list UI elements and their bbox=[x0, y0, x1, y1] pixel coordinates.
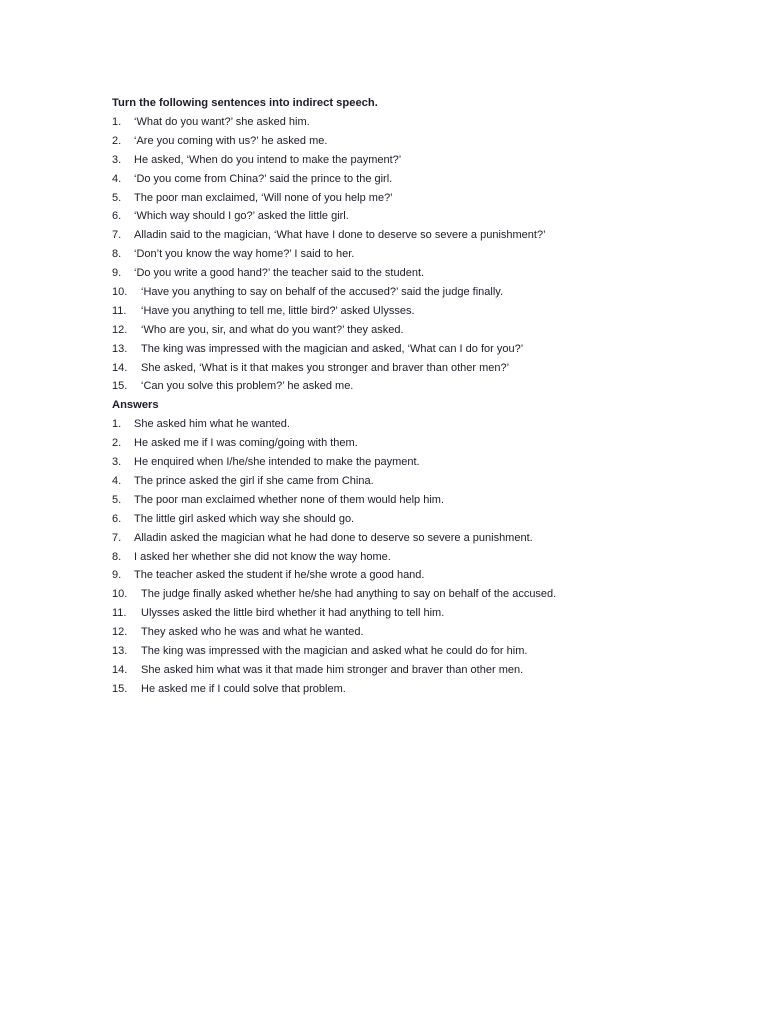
answer-item-text: She asked him what he wanted. bbox=[134, 418, 290, 431]
answer-item-number: 8. bbox=[112, 550, 122, 563]
question-item-text: ‘Have you anything to say on behalf of the accused?’ said the judge finally. bbox=[141, 286, 504, 299]
answer-item-number: 7. bbox=[112, 531, 122, 544]
answer-item-text: Alladin asked the magician what he had done to deserve so severe a punishment. bbox=[134, 531, 533, 544]
answer-item-number: 2. bbox=[112, 437, 122, 450]
question-item-number: 3. bbox=[112, 153, 122, 166]
question-item bbox=[112, 207, 732, 226]
question-item bbox=[112, 132, 732, 151]
answer-item-text: Ulysses asked the little bird whether it had anything to tell him. bbox=[141, 607, 445, 620]
answer-item-number: 10. bbox=[112, 588, 128, 601]
question-item-number: 11. bbox=[112, 304, 127, 317]
question-item-text: ‘Who are you, sir, and what do you want?’ they asked. bbox=[141, 323, 404, 336]
question-item bbox=[112, 377, 732, 396]
question-item-number: 12. bbox=[112, 323, 128, 336]
question-item-text: ‘Have you anything to tell me, little bird?’ asked Ulysses. bbox=[141, 304, 415, 317]
answer-item bbox=[112, 585, 732, 604]
question-item-text: ‘Don’t you know the way home?’ I said to her. bbox=[134, 248, 355, 261]
answer-item-number: 5. bbox=[112, 493, 122, 506]
question-item bbox=[112, 321, 732, 340]
answer-item-text: The king was impressed with the magician and asked what he could do for him. bbox=[141, 645, 528, 658]
answer-item bbox=[112, 415, 732, 434]
answer-item-number: 6. bbox=[112, 512, 122, 525]
question-item-text: ‘Are you coming with us?’ he asked me. bbox=[134, 134, 328, 147]
answer-item bbox=[112, 548, 732, 567]
question-item-number: 8. bbox=[112, 248, 122, 261]
question-item bbox=[112, 189, 732, 208]
question-item bbox=[112, 113, 732, 132]
question-item-text: He asked, ‘When do you intend to make the payment?’ bbox=[134, 153, 402, 166]
question-item-text: The poor man exclaimed, ‘Will none of you help me?’ bbox=[134, 191, 393, 204]
question-item-text: ‘What do you want?’ she asked him. bbox=[134, 116, 310, 128]
question-item bbox=[112, 359, 732, 378]
answer-item bbox=[112, 434, 732, 453]
question-item bbox=[112, 302, 732, 321]
question-item-number: 2. bbox=[112, 134, 122, 147]
answer-item-text: The prince asked the girl if she came from China. bbox=[134, 475, 374, 488]
answer-item-text: He asked me if I was coming/going with them. bbox=[134, 437, 358, 450]
answer-item-text: The judge finally asked whether he/she had anything to say on behalf of the accused. bbox=[141, 588, 557, 601]
answer-item-number: 4. bbox=[112, 475, 122, 488]
answer-item-number: 11. bbox=[112, 607, 127, 620]
answer-item-number: 3. bbox=[112, 456, 122, 469]
question-item-number: 9. bbox=[112, 267, 122, 280]
question-item-text: ‘Do you come from China?’ said the prince to the girl. bbox=[134, 172, 393, 185]
question-item-text: She asked, ‘What is it that makes you stronger and braver than other men?’ bbox=[141, 361, 510, 374]
answer-item bbox=[112, 566, 732, 585]
question-item-text: Alladin said to the magician, ‘What have I done to deserve so severe a punishment?’ bbox=[134, 229, 546, 242]
question-item-number: 7. bbox=[112, 229, 122, 242]
question-item bbox=[112, 283, 732, 302]
answer-item-text: She asked him what was it that made him stronger and braver than other men. bbox=[141, 663, 524, 676]
question-item bbox=[112, 245, 732, 264]
answer-item bbox=[112, 510, 732, 529]
question-item-text: ‘Which way should I go?’ asked the little girl. bbox=[134, 210, 349, 223]
answer-item bbox=[112, 680, 732, 699]
question-item-number: 6. bbox=[112, 210, 122, 223]
answer-item bbox=[112, 604, 732, 623]
question-item-number: 1. bbox=[112, 116, 122, 128]
answer-item-text: He enquired when I/he/she intended to make the payment. bbox=[134, 456, 420, 469]
question-item bbox=[112, 264, 732, 283]
answer-item bbox=[112, 491, 732, 510]
question-item-number: 5. bbox=[112, 191, 122, 204]
answer-item bbox=[112, 529, 732, 548]
question-item-text: ‘Can you solve this problem?’ he asked me. bbox=[141, 380, 354, 393]
question-item-text: The king was impressed with the magician and asked, ‘What can I do for you?’ bbox=[141, 342, 524, 355]
question-item bbox=[112, 340, 732, 359]
answer-item bbox=[112, 623, 732, 642]
question-item-number: 14. bbox=[112, 361, 128, 374]
question-item-number: 4. bbox=[112, 172, 122, 185]
answer-item-text: The poor man exclaimed whether none of them would help him. bbox=[134, 493, 445, 506]
question-item-number: 15. bbox=[112, 380, 128, 393]
answer-item bbox=[112, 472, 732, 491]
answer-item bbox=[112, 661, 732, 680]
answer-item-number: 13. bbox=[112, 645, 128, 658]
answer-item-number: 9. bbox=[112, 569, 122, 582]
document-page bbox=[112, 94, 732, 699]
questions-list bbox=[112, 113, 732, 396]
answer-item bbox=[112, 642, 732, 661]
answer-item-text: The little girl asked which way she should go. bbox=[134, 512, 355, 525]
answer-item-text: He asked me if I could solve that problem. bbox=[141, 682, 346, 695]
question-item bbox=[112, 226, 732, 245]
answers-heading: Answers bbox=[112, 399, 159, 412]
answer-item-text: They asked who he was and what he wanted. bbox=[141, 626, 364, 639]
question-item-number: 10. bbox=[112, 286, 128, 299]
exercise-title: Turn the following sentences into indirect speech. bbox=[112, 97, 378, 109]
question-item-text: ‘Do you write a good hand?’ the teacher said to the student. bbox=[134, 267, 425, 280]
answer-item-text: The teacher asked the student if he/she wrote a good hand. bbox=[134, 569, 425, 582]
question-item bbox=[112, 170, 732, 189]
answer-item-number: 1. bbox=[112, 418, 122, 431]
answer-item-number: 14. bbox=[112, 663, 128, 676]
answer-item-text: I asked her whether she did not know the way home. bbox=[134, 550, 391, 563]
question-item bbox=[112, 151, 732, 170]
answer-item-number: 15. bbox=[112, 682, 128, 695]
answer-item bbox=[112, 453, 732, 472]
question-item-number: 13. bbox=[112, 342, 128, 355]
answers-list bbox=[112, 415, 732, 698]
answer-item-number: 12. bbox=[112, 626, 128, 639]
